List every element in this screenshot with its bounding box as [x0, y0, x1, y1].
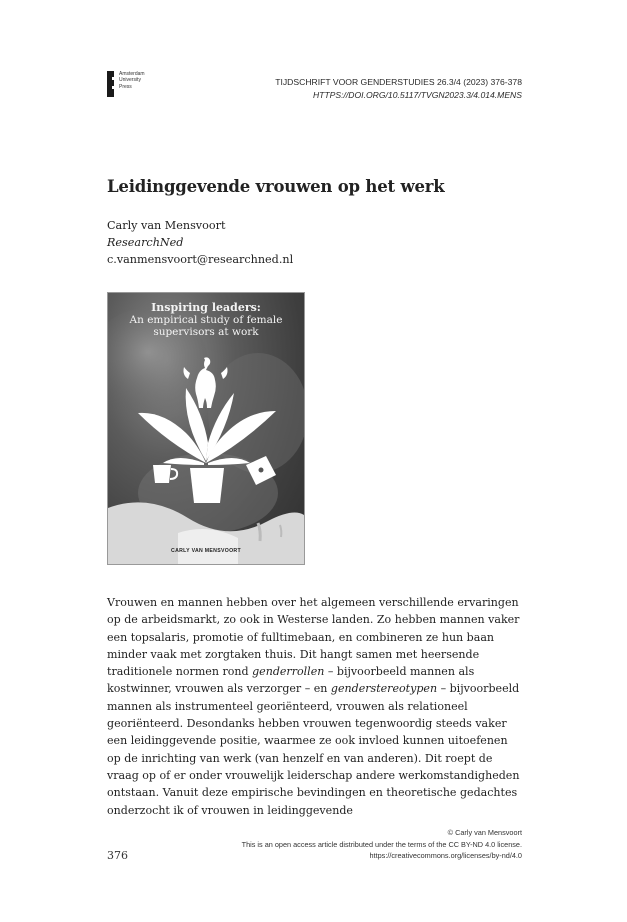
copyright-line: © Carly van Mensvoort [447, 828, 522, 837]
body-text-segment: – bijvoorbeeld mannen als instrumenteel georiënteerd, vrouwen als relationeel georiënteerd. Desondanks hebben vrouwen tegenwoordig steeds vaker een leidinggevende positie, waarmee ze ook invloed kunnen uitoefenen op de inrichting van werk (van henzelf en van anderen). Dit roept de vraag op of er onder vrouwelijk leiderschap andere werkomstandigheden ontstaan. Vanuit deze empirische bevindingen en theoretische gedachtes onderzocht ik of vrouwen in leidinggevende [107, 682, 520, 817]
journal-citation: TIJDSCHRIFT VOOR GENDERSTUDIES 26.3/4 (2023) 376-378 [275, 77, 522, 87]
author-name: Carly van Mensvoort [107, 219, 226, 232]
publisher-logo [107, 71, 145, 97]
aup-logo-icon [107, 71, 114, 97]
author-email[interactable]: c.vanmensvoort@researchned.nl [107, 253, 294, 266]
publisher-line-1: Amsterdam [119, 71, 145, 77]
cover-title [108, 302, 304, 338]
emphasis-genderstereotypen: genderstereotypen [330, 682, 438, 696]
author-block [107, 217, 293, 268]
license-notice [242, 827, 522, 862]
publisher-name [119, 71, 145, 90]
doi-link[interactable]: HTTPS://DOI.ORG/10.5117/TVGN2023.3/4.014.MENS [312, 90, 522, 100]
license-url[interactable]: https://creativecommons.org/licenses/by-nd/4.0 [369, 851, 522, 860]
cover-title-line-2: An empirical study of female [129, 314, 283, 326]
page-number: 376 [107, 849, 128, 862]
cover-title-line-3: supervisors at work [153, 326, 259, 338]
running-header [275, 76, 522, 102]
license-text: This is an open access article distributed under the terms of the CC BY-ND 4.0 license. [241, 839, 522, 849]
body-text-segment: – bijvoorbeeld mannen als kostwinner, vrouwen als verzorger – en [107, 665, 475, 696]
publisher-line-3: Press [119, 83, 132, 90]
article-title: Leidinggevende vrouwen op het werk [107, 177, 445, 196]
emphasis-genderrollen: genderrollen [252, 665, 325, 679]
body-text [107, 594, 523, 819]
cover-title-line-1: Inspiring leaders: [151, 301, 261, 314]
body-paragraph [107, 594, 523, 819]
publisher-line-2: University [119, 77, 141, 84]
body-text-segment: Vrouwen en mannen hebben over het algemeen verschillende ervaringen op de arbeidsmarkt, zo ook in Westerse landen. Zo hebben mannen vaker een topsalaris, promotie of fulltimebaan, en combineren ze hun baan minder vaak met zorgtaken thuis. Dit hangt samen met heersende traditionele normen rond [107, 596, 520, 679]
book-cover-image [107, 292, 305, 565]
author-affiliation: ResearchNed [107, 236, 184, 249]
cover-author: CARLY VAN MENSVOORT [171, 548, 241, 554]
